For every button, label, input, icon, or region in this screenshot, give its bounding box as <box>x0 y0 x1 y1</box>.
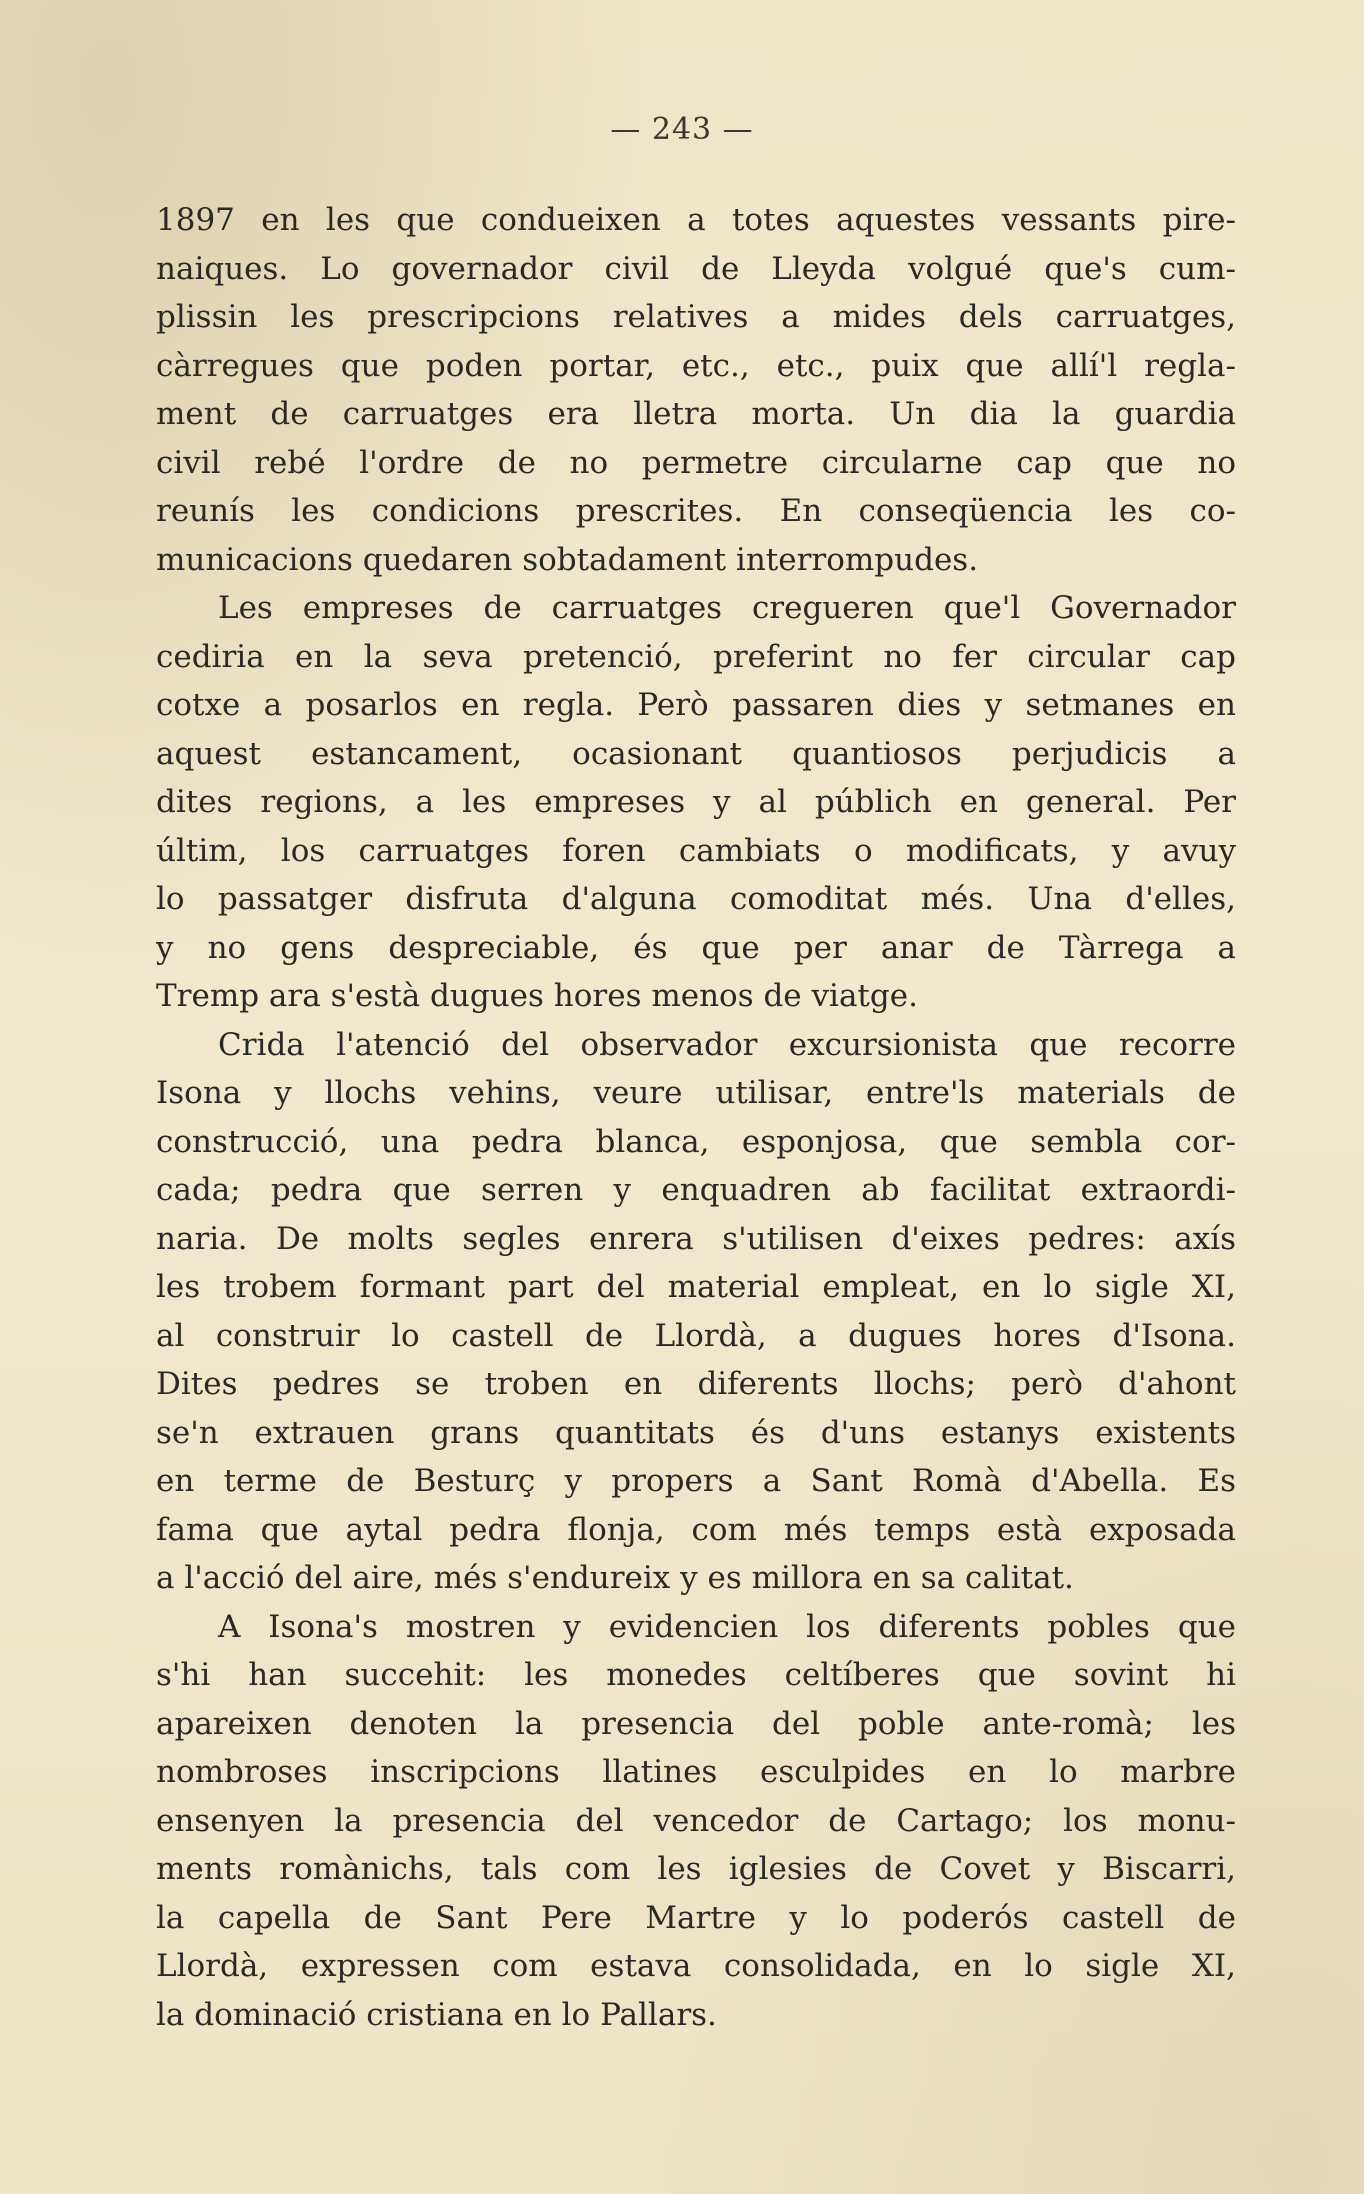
text-line: s'hi han succehit: les monedes celtíberes que sovint hi <box>156 1657 1236 1693</box>
text-line: Crida l'atenció del observador excursionista que recorre <box>218 1026 1236 1063</box>
text-line: nombroses inscripcions llatines esculpides en lo marbre <box>156 1754 1236 1790</box>
text-line: les trobem formant part del material empleat, en lo sigle XI, <box>156 1269 1236 1305</box>
paragraph-1 <box>156 196 1236 584</box>
text-line: Llordà, expressen com estava consolidada, en lo sigle XI, <box>156 1948 1236 1984</box>
text-line: càrregues que poden portar, etc., etc., puix que allí'l regla- <box>156 347 1236 384</box>
text-line: plissin les prescripcions relatives a mides dels carruatges, <box>156 299 1236 335</box>
text-line: reunís les condicions prescrites. En conseqüencia les co- <box>156 493 1236 529</box>
text-line: Les empreses de carruatges cregueren que'l Governador <box>218 590 1236 626</box>
text-line: construcció, una pedra blanca, esponjosa, que sembla cor- <box>156 1123 1236 1160</box>
text-line: Dites pedres se troben en diferents llochs; però d'ahont <box>156 1366 1236 1402</box>
text-line: cediria en la seva pretenció, preferint no fer circular cap <box>156 638 1236 675</box>
text-line: aquest estancament, ocasionant quantiosos perjudicis a <box>156 735 1236 772</box>
text-line: municacions quedaren sobtadament interrompudes. <box>156 541 979 578</box>
text-line: Tremp ara s'està dugues hores menos de viatge. <box>156 978 918 1014</box>
text-line: ments romànichs, tals com les iglesies de Covet y Biscarri, <box>156 1851 1236 1887</box>
text-line: en terme de Besturç y propers a Sant Romà d'Abella. Es <box>156 1463 1236 1499</box>
text-line: últim, los carruatges foren cambiats o modificats, y avuy <box>156 832 1236 869</box>
text-line: ensenyen la presencia del vencedor de Cartago; los monu- <box>156 1802 1236 1839</box>
text-line: naria. De molts segles enrera s'utilisen d'eixes pedres: axís <box>156 1220 1236 1257</box>
text-line: A Isona's mostren y evidencien los diferents pobles que <box>218 1608 1236 1645</box>
text-line: al construir lo castell de Llordà, a dugues hores d'Isona. <box>156 1317 1236 1354</box>
text-line: lo passatger disfruta d'alguna comoditat més. Una d'elles, <box>156 881 1236 917</box>
text-line: apareixen denoten la presencia del poble ante-romà; les <box>156 1705 1236 1742</box>
text-line: fama que aytal pedra flonja, com més temps està exposada <box>156 1511 1236 1548</box>
text-line: cotxe a posarlos en regla. Però passaren dies y setmanes en <box>156 687 1236 723</box>
page-number: — 243 — <box>610 112 754 147</box>
text-line: naiques. Lo governador civil de Lleyda volgué que's cum- <box>156 250 1236 287</box>
text-line: cada; pedra que serren y enquadren ab facilitat extraordi- <box>156 1172 1236 1208</box>
text-line: y no gens despreciable, és que per anar de Tàrrega a <box>156 929 1236 966</box>
paragraph-3 <box>156 1021 1236 1603</box>
text-line: a l'acció del aire, més s'endureix y es millora en sa calitat. <box>156 1560 1074 1596</box>
text-line: la dominació cristiana en lo Pallars. <box>156 1996 717 2033</box>
paragraph-4 <box>156 1603 1236 2040</box>
text-line: se'n extrauen grans quantitats és d'uns estanys existents <box>156 1414 1236 1451</box>
text-line: 1897 en les que condueixen a totes aquestes vessants pire- <box>156 202 1236 238</box>
text-line: civil rebé l'ordre de no permetre circularne cap que no <box>156 444 1236 481</box>
text-line: dites regions, a les empreses y al públich en general. Per <box>156 784 1236 820</box>
text-line: Isona y llochs vehins, veure utilisar, entre'ls materials de <box>156 1075 1236 1111</box>
body-text <box>156 196 1236 2039</box>
paragraph-2 <box>156 584 1236 1021</box>
text-line: ment de carruatges era lletra morta. Un dia la guardia <box>156 396 1236 432</box>
text-line: la capella de Sant Pere Martre y lo poderós castell de <box>156 1899 1236 1936</box>
